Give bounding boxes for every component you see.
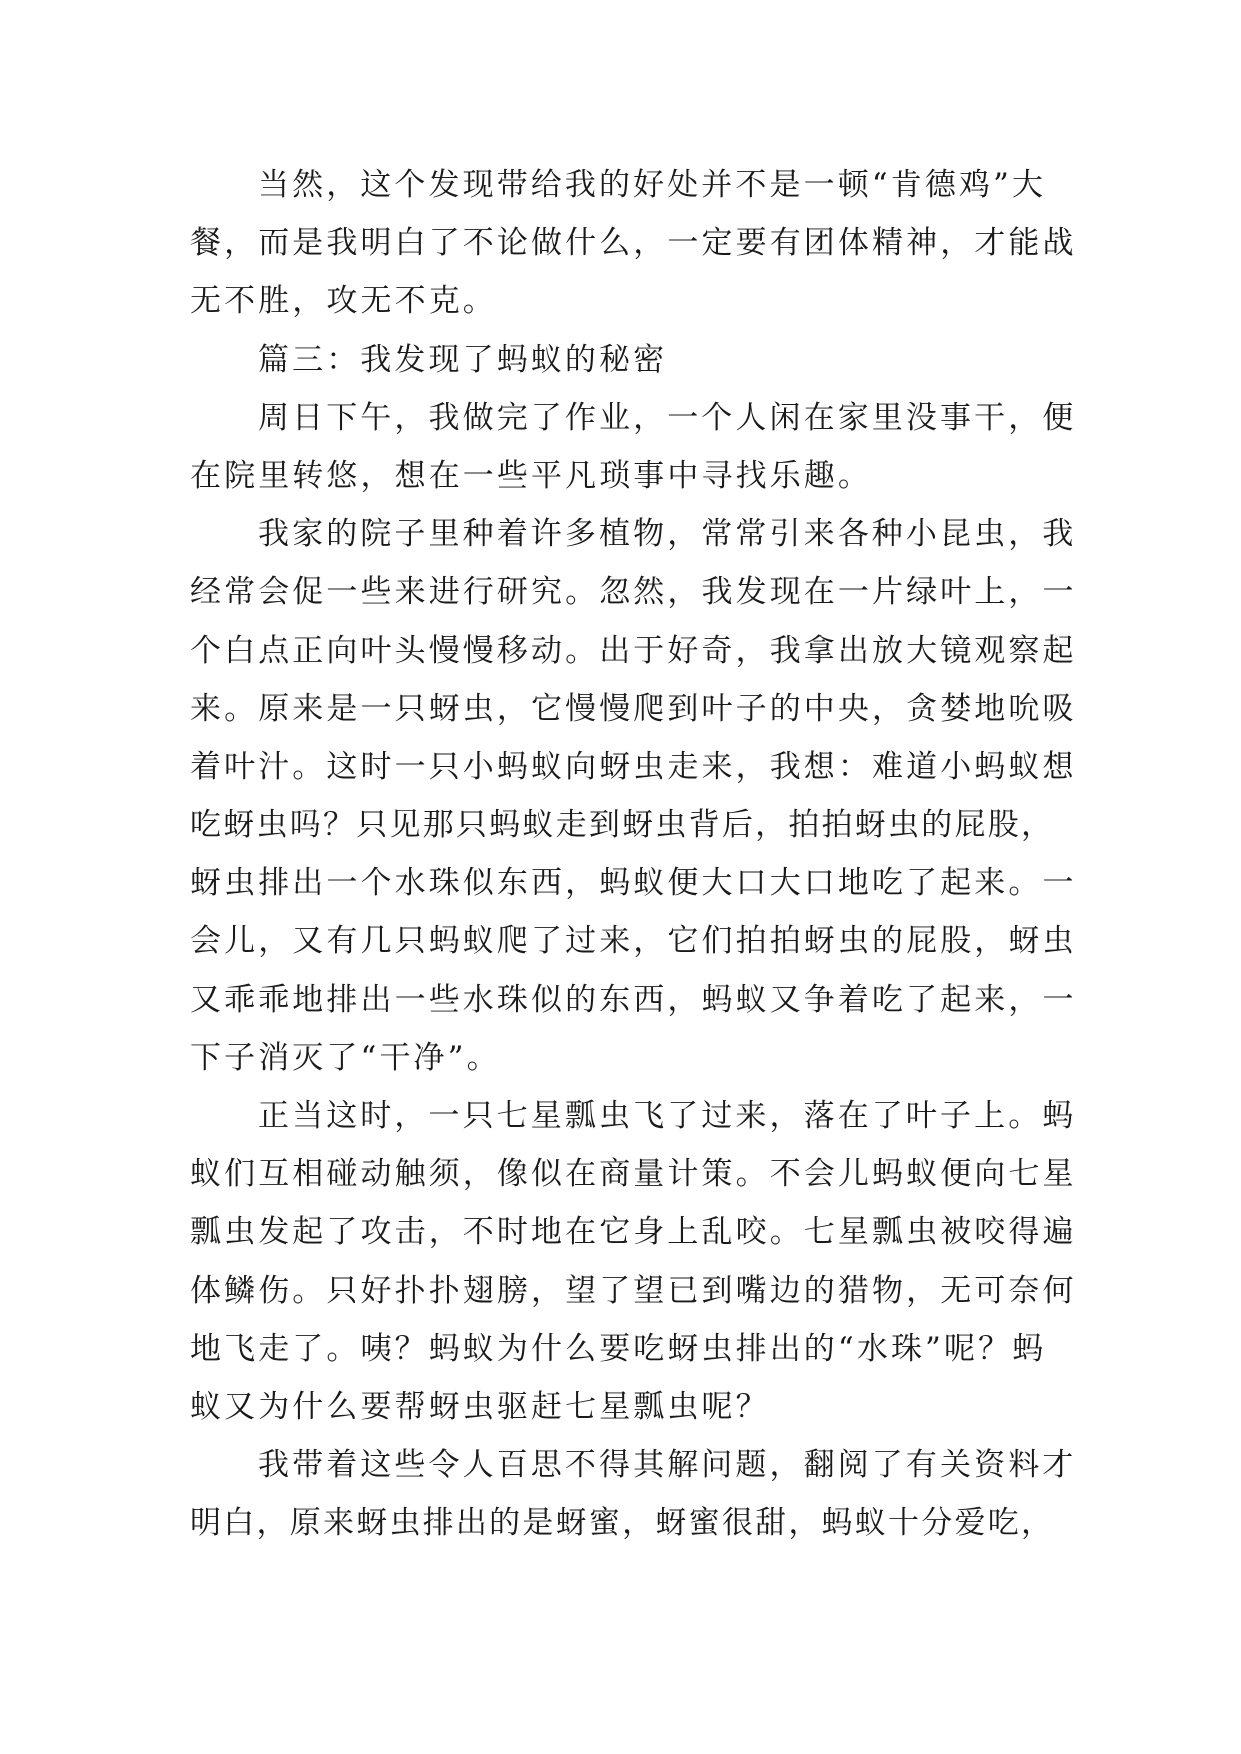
document-page xyxy=(190,156,1077,1553)
paragraph-line: 我带着这些令人百思不得其解问题，翻阅了有关资料才 xyxy=(258,1447,1077,1484)
paragraph-line: 蚁又为什么要帮蚜虫驱赶七星瓢虫呢？ xyxy=(190,1388,770,1425)
paragraph-line: 瓢虫发起了攻击，不时地在它身上乱咬。七星瓢虫被咬得遍 xyxy=(190,1214,1077,1251)
paragraph-line: 餐，而是我明白了不论做什么，一定要有团体精神，才能战 xyxy=(190,225,1077,262)
paragraph-line: 我家的院子里种着许多植物，常常引来各种小昆虫，我 xyxy=(258,516,1077,553)
paragraph-line: 蚁们互相碰动触须，像似在商量计策。不会儿蚂蚁便向七星 xyxy=(190,1156,1077,1193)
paragraph-line: 在院里转悠，想在一些平凡琐事中寻找乐趣。 xyxy=(190,457,872,494)
paragraph-line: 周日下午，我做完了作业，一个人闲在家里没事干，便 xyxy=(258,399,1077,436)
section-heading: 篇三：我发现了蚂蚁的秘密 xyxy=(258,341,668,378)
paragraph-line: 下子消灭了“干净”。 xyxy=(190,1039,501,1076)
paragraph-line: 体鳞伤。只好扑扑翅膀，望了望已到嘴边的猎物，无可奈何 xyxy=(190,1272,1077,1309)
paragraph-line: 地飞走了。咦？蚂蚁为什么要吃蚜虫排出的“水珠”呢？蚂 xyxy=(190,1330,1047,1367)
paragraph-line: 明白，原来蚜虫排出的是蚜蜜，蚜蜜很甜，蚂蚁十分爱吃， xyxy=(190,1505,1052,1542)
paragraph-line: 无不胜，攻无不克。 xyxy=(190,283,497,320)
paragraph-line: 着叶汁。这时一只小蚂蚁向蚜虫走来，我想：难道小蚂蚁想 xyxy=(190,748,1077,785)
paragraph-line: 会儿，又有几只蚂蚁爬了过来，它们拍拍蚜虫的屁股，蚜虫 xyxy=(190,923,1077,960)
paragraph-line: 又乖乖地排出一些水珠似的东西，蚂蚁又争着吃了起来，一 xyxy=(190,981,1077,1018)
paragraph-line: 吃蚜虫吗？只见那只蚂蚁走到蚜虫背后，拍拍蚜虫的屁股， xyxy=(190,807,1052,844)
paragraph-line: 经常会促一些来进行研究。忽然，我发现在一片绿叶上，一 xyxy=(190,574,1077,611)
paragraph-line: 正当这时，一只七星瓢虫飞了过来，落在了叶子上。蚂 xyxy=(258,1098,1077,1134)
paragraph-line: 来。原来是一只蚜虫，它慢慢爬到叶子的中央，贪婪地吮吸 xyxy=(190,690,1077,727)
paragraph-line: 蚜虫排出一个水珠似东西，蚂蚁便大口大口地吃了起来。一 xyxy=(190,865,1077,902)
paragraph-line: 个白点正向叶头慢慢移动。出于好奇，我拿出放大镜观察起 xyxy=(190,632,1077,669)
paragraph-line: 当然，这个发现带给我的好处并不是一顿“肯德鸡”大 xyxy=(258,167,1047,203)
